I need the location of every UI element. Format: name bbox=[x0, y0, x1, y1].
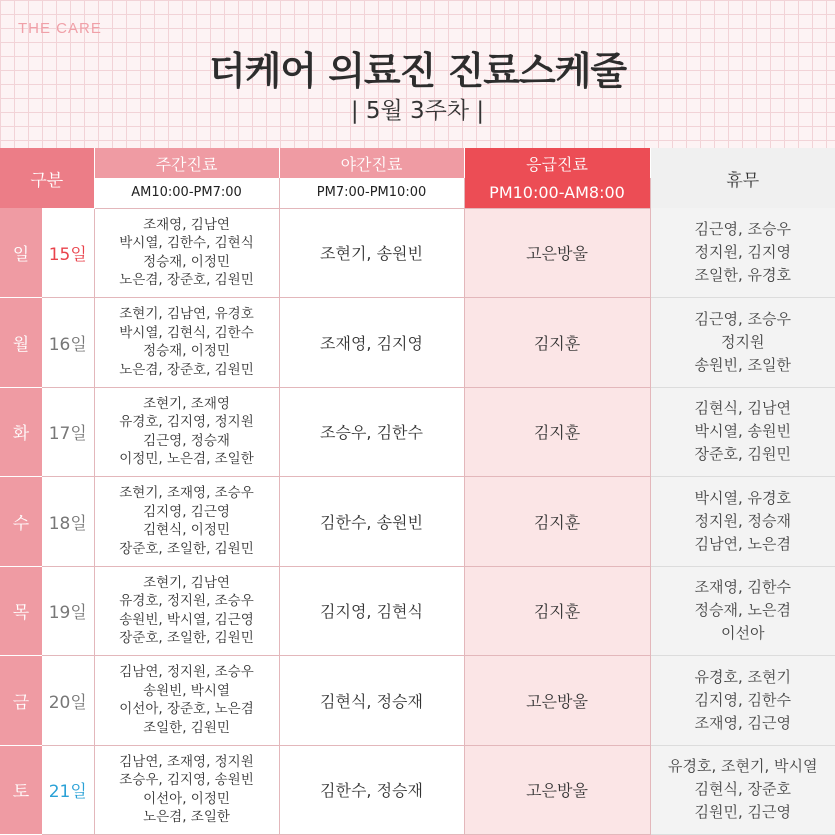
weekday-cell: 화 bbox=[0, 387, 42, 477]
header-emergency-time: PM10:00-AM8:00 bbox=[464, 178, 650, 208]
day-shift-line: 노은겸, 장준호, 김원민 bbox=[119, 272, 254, 289]
header-off-label: 휴무 bbox=[650, 148, 835, 208]
page-subtitle: | 5월 3주차 | bbox=[350, 98, 485, 124]
off-duty-line: 유경호, 조현기 bbox=[694, 667, 791, 686]
brand-logo-text: THE CARE bbox=[18, 20, 102, 37]
schedule-row bbox=[0, 387, 835, 477]
day-shift-line: 조현기, 김남연, 유경호 bbox=[119, 306, 254, 323]
weekday-cell: 수 bbox=[0, 477, 42, 567]
off-duty-line: 정지원, 김지영 bbox=[694, 243, 791, 261]
schedule-row bbox=[0, 477, 835, 567]
weekday-cell: 금 bbox=[0, 656, 42, 746]
header-night-time: PM7:00-PM10:00 bbox=[279, 178, 464, 208]
off-duty-line: 조재영, 김근영 bbox=[694, 713, 791, 732]
off-duty-line: 정지원 bbox=[721, 332, 765, 351]
header-day-label: 주간진료 bbox=[94, 148, 279, 178]
off-duty-line: 김근영, 조승우 bbox=[694, 220, 791, 238]
date-cell: 16일 bbox=[42, 298, 94, 388]
off-duty-line: 김현식, 김남연 bbox=[694, 399, 791, 418]
schedule-row bbox=[0, 745, 835, 835]
date-cell: 19일 bbox=[42, 566, 94, 656]
header-night-label: 야간진료 bbox=[279, 148, 464, 178]
page-title: 더케어 의료진 진료스케줄 bbox=[208, 49, 627, 93]
off-duty-line: 김남연, 노은겸 bbox=[694, 534, 791, 553]
night-shift-cell: 조현기, 송원빈 bbox=[279, 208, 464, 298]
emergency-shift-cell: 김지훈 bbox=[464, 477, 650, 567]
night-shift-cell: 김현식, 정승재 bbox=[279, 656, 464, 746]
header-emergency-label: 응급진료 bbox=[464, 148, 650, 178]
off-duty-line: 김현식, 장준호 bbox=[694, 780, 791, 799]
day-shift-line: 김현식, 이정민 bbox=[143, 522, 230, 539]
day-shift-line: 정승재, 이정민 bbox=[143, 253, 230, 270]
off-duty-line: 정지원, 정승재 bbox=[694, 511, 791, 530]
date-cell: 20일 bbox=[42, 656, 94, 746]
night-shift-cell: 조승우, 김한수 bbox=[279, 387, 464, 477]
day-shift-line: 장준호, 조일한, 김원민 bbox=[119, 630, 254, 647]
day-shift-line: 송원빈, 박시열 bbox=[143, 682, 230, 699]
emergency-shift-cell: 김지훈 bbox=[464, 298, 650, 388]
day-shift-line: 유경호, 정지원, 조승우 bbox=[119, 593, 254, 610]
emergency-shift-cell: 고은방울 bbox=[464, 208, 650, 298]
weekday-cell: 토 bbox=[0, 745, 42, 835]
night-shift-cell: 김한수, 송원빈 bbox=[279, 477, 464, 567]
day-shift-line: 김남연, 조재영, 정지원 bbox=[119, 753, 254, 770]
day-shift-line: 이정민, 노은겸, 조일한 bbox=[119, 451, 254, 468]
day-shift-cell bbox=[94, 208, 279, 298]
date-cell: 17일 bbox=[42, 387, 94, 477]
day-shift-line: 노은겸, 장준호, 김원민 bbox=[119, 361, 254, 378]
header-gubun: 구분 bbox=[0, 148, 94, 208]
off-duty-line: 장준호, 김원민 bbox=[694, 445, 791, 464]
date-cell: 15일 bbox=[42, 208, 94, 298]
day-shift-line: 유경호, 김지영, 정지원 bbox=[119, 414, 254, 431]
day-shift-cell bbox=[94, 566, 279, 656]
day-shift-line: 조승우, 김지영, 송원빈 bbox=[119, 772, 254, 789]
schedule-row bbox=[0, 656, 835, 746]
day-shift-line: 조현기, 김남연 bbox=[143, 574, 230, 591]
day-shift-line: 김근영, 정승재 bbox=[143, 432, 230, 449]
emergency-shift-cell: 고은방울 bbox=[464, 745, 650, 835]
off-duty-line: 김지영, 김한수 bbox=[694, 690, 791, 709]
off-duty-cell bbox=[650, 208, 835, 298]
day-shift-line: 송원빈, 박시열, 김근영 bbox=[119, 611, 254, 628]
day-shift-line: 김남연, 정지원, 조승우 bbox=[119, 664, 254, 681]
schedule-table bbox=[0, 148, 835, 835]
off-duty-line: 박시열, 송원빈 bbox=[694, 422, 791, 441]
day-shift-line: 이선아, 이정민 bbox=[143, 790, 230, 807]
schedule-row bbox=[0, 298, 835, 388]
off-duty-cell bbox=[650, 656, 835, 746]
day-shift-line: 장준호, 조일한, 김원민 bbox=[119, 540, 254, 557]
schedule-body bbox=[0, 208, 835, 835]
day-shift-line: 조현기, 조재영 bbox=[143, 395, 230, 412]
day-shift-cell bbox=[94, 477, 279, 567]
off-duty-line: 김근영, 조승우 bbox=[694, 309, 791, 328]
off-duty-line: 이선아 bbox=[721, 624, 765, 643]
day-shift-line: 박시열, 김한수, 김현식 bbox=[119, 235, 254, 252]
off-duty-cell bbox=[650, 745, 835, 835]
day-shift-line: 조일한, 김원민 bbox=[143, 719, 230, 736]
off-duty-line: 송원빈, 조일한 bbox=[694, 355, 791, 374]
day-shift-cell bbox=[94, 656, 279, 746]
header-day-time: AM10:00-PM7:00 bbox=[94, 178, 279, 208]
day-shift-cell bbox=[94, 387, 279, 477]
off-duty-cell bbox=[650, 298, 835, 388]
day-shift-cell bbox=[94, 745, 279, 835]
date-cell: 18일 bbox=[42, 477, 94, 567]
off-duty-line: 박시열, 유경호 bbox=[694, 488, 791, 507]
weekday-cell: 월 bbox=[0, 298, 42, 388]
emergency-shift-cell: 김지훈 bbox=[464, 566, 650, 656]
day-shift-line: 노은겸, 조일한 bbox=[143, 809, 230, 826]
off-duty-cell bbox=[650, 387, 835, 477]
date-cell: 21일 bbox=[42, 745, 94, 835]
weekday-cell: 일 bbox=[0, 208, 42, 298]
off-duty-line: 유경호, 조현기, 박시열 bbox=[668, 757, 818, 776]
off-duty-line: 조일한, 유경호 bbox=[694, 266, 791, 284]
emergency-shift-cell: 고은방울 bbox=[464, 656, 650, 746]
off-duty-line: 정승재, 노은겸 bbox=[694, 601, 791, 620]
off-duty-line: 김원민, 김근영 bbox=[694, 803, 791, 822]
night-shift-cell: 김지영, 김현식 bbox=[279, 566, 464, 656]
day-shift-line: 이선아, 장준호, 노은겸 bbox=[119, 701, 254, 718]
day-shift-line: 박시열, 김현식, 김한수 bbox=[119, 324, 254, 341]
schedule-row bbox=[0, 566, 835, 656]
day-shift-line: 정승재, 이정민 bbox=[143, 343, 230, 360]
day-shift-line: 조현기, 조재영, 조승우 bbox=[119, 485, 254, 502]
day-shift-cell bbox=[94, 298, 279, 388]
night-shift-cell: 조재영, 김지영 bbox=[279, 298, 464, 388]
day-shift-line: 조재영, 김남연 bbox=[143, 216, 230, 233]
off-duty-line: 조재영, 김한수 bbox=[694, 578, 791, 597]
day-shift-line: 김지영, 김근영 bbox=[143, 503, 230, 520]
off-duty-cell bbox=[650, 477, 835, 567]
emergency-shift-cell: 김지훈 bbox=[464, 387, 650, 477]
off-duty-cell bbox=[650, 566, 835, 656]
schedule-row bbox=[0, 208, 835, 298]
night-shift-cell: 김한수, 정승재 bbox=[279, 745, 464, 835]
weekday-cell: 목 bbox=[0, 566, 42, 656]
